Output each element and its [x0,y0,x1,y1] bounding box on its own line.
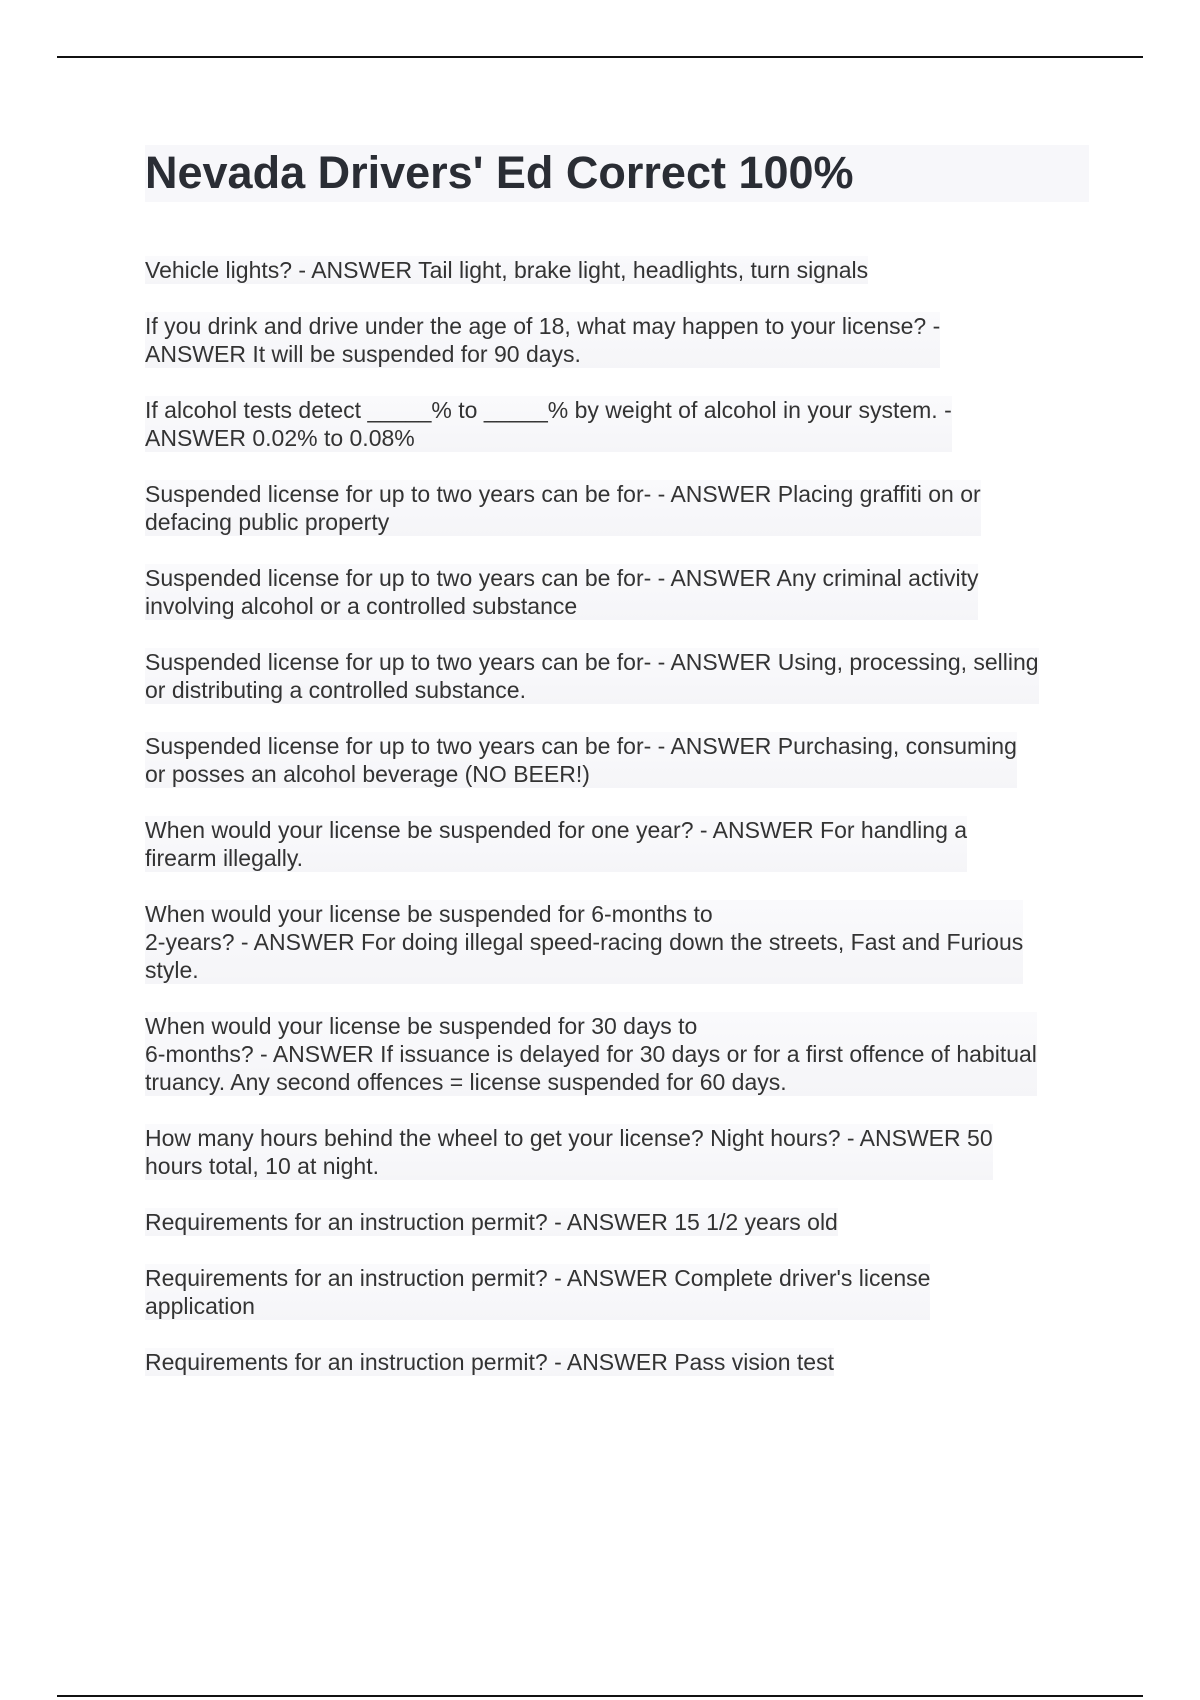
qa-item [145,648,1095,732]
qa-list [145,256,1095,1404]
qa-item [145,1012,1095,1124]
qa-text: If you drink and drive under the age of 18, what may happen to your license? - ANSWER It will be suspended for 90 days. [145,313,941,367]
qa-text: Requirements for an instruction permit? - ANSWER Complete driver's license application [145,1265,931,1319]
qa-item [145,564,1095,648]
qa-item [145,816,1095,900]
qa-item [145,256,1095,312]
qa-item [145,1264,1095,1348]
qa-item [145,732,1095,816]
qa-text: Suspended license for up to two years can be for- - ANSWER Using, processing, selling or distributing a controlled substance. [145,649,1039,703]
qa-text: How many hours behind the wheel to get your license? Night hours? - ANSWER 50 hours total, 10 at night. [145,1125,993,1179]
qa-text: Requirements for an instruction permit? - ANSWER 15 1/2 years old [145,1209,838,1235]
qa-item [145,312,1095,396]
qa-item [145,900,1095,1012]
qa-item [145,480,1095,564]
qa-text: Suspended license for up to two years can be for- - ANSWER Any criminal activity involving alcohol or a controlled substance [145,565,979,619]
qa-text: Requirements for an instruction permit? - ANSWER Pass vision test [145,1349,834,1375]
qa-text: Suspended license for up to two years can be for- - ANSWER Purchasing, consuming or posses an alcohol beverage (NO BEER!) [145,733,1017,787]
top-rule [57,56,1143,58]
qa-item [145,1124,1095,1208]
qa-text: When would your license be suspended for one year? - ANSWER For handling a firearm illegally. [145,817,968,871]
qa-text: If alcohol tests detect _____% to _____% by weight of alcohol in your system. - ANSWER 0.02% to 0.08% [145,397,952,451]
qa-item [145,1208,1095,1264]
qa-text: When would your license be suspended for 30 days to 6-months? - ANSWER If issuance is delayed for 30 days or for a first offence of habitual truancy. Any second offences = license suspended for 60 days. [145,1013,1037,1095]
qa-item [145,1348,1095,1404]
bottom-rule [57,1695,1143,1697]
qa-item [145,396,1095,480]
qa-text: Suspended license for up to two years can be for- - ANSWER Placing graffiti on or defacing public property [145,481,981,535]
qa-text: When would your license be suspended for 6-months to 2-years? - ANSWER For doing illegal speed-racing down the streets, Fast and Furious style. [145,901,1024,983]
qa-text: Vehicle lights? - ANSWER Tail light, brake light, headlights, turn signals [145,257,869,283]
document-title: Nevada Drivers' Ed Correct 100% [145,147,854,198]
